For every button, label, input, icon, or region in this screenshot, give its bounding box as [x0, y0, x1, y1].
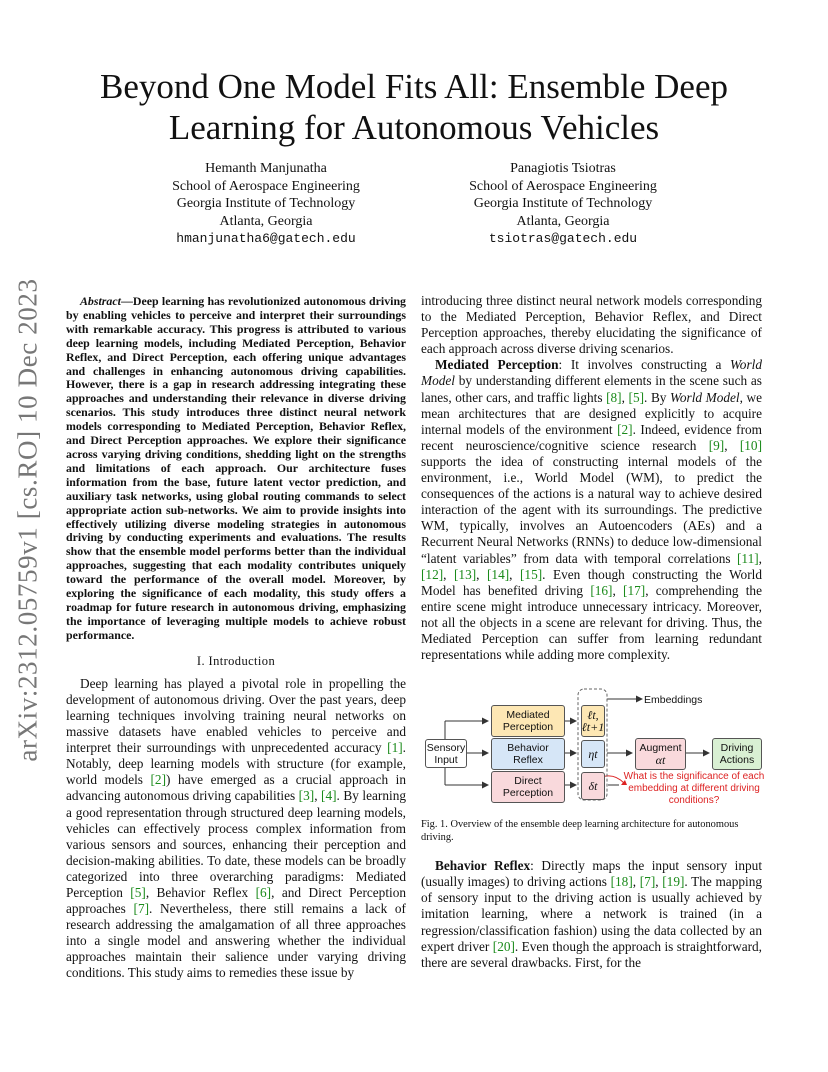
figure-caption: Fig. 1. Overview of the ensemble deep learning architecture for autonomous driving.	[421, 819, 739, 843]
title-line-2: Learning for Autonomous Vehicles	[168, 108, 660, 147]
author-inst: Georgia Institute of Technology	[473, 196, 653, 211]
author-inst: Georgia Institute of Technology	[176, 196, 356, 211]
eta-embedding-box: ηt	[581, 740, 605, 768]
citation-link[interactable]: [5]	[628, 389, 645, 405]
right-column	[421, 293, 765, 971]
continued-paragraph: introducing three distinct neural network models corresponding to the Mediated Perception, Behavior Reflex, and Direct Perception approaches, thereby elucidating the significance of each approach across diverse driving scenarios.	[421, 293, 762, 357]
abstract-text: —Deep learning has revolutionized autonomous driving by enabling vehicles to perceive and interpret their surroundings with remarkable accuracy. This progress is attributed to various deep learning models, including Mediated Perception, Behavior Reflex, and Direct Perception, each offering unique advantages and challenges in enhancing autonomous driving capabilities. However, there is a gap in research addressing integrating these approaches and understanding their relevance in diverse driving scenarios. This study introduces three distinct neural network models corresponding to Mediated Perception, Behavior Reflex, and Direct Perception approaches. We explore their significance across varying driving conditions, shedding light on the strengths and limitations of each approach. Our architecture fuses information from the base, future latent vector prediction, and auxiliary task networks, using global routing commands to select appropriate action sub-networks. We aim to provide insights into effectively utilizing diverse modeling strategies in autonomous driving by conducting experiments and evaluations. The results show that the ensemble model performs better than the individual approaches, suggesting that each modality contributes uniquely toward the performance of the overall model. Moreover, by exploring the significance of each modality, this study offers a roadmap for future research in autonomous driving, emphasizing the importance of leveraging multiple models to achieve robust performance.	[66, 294, 406, 642]
citation-link[interactable]: [3]	[298, 788, 315, 804]
title-line-1: Beyond One Model Fits All: Ensemble Deep	[100, 67, 728, 106]
author-block-2	[413, 160, 713, 248]
arxiv-id: arXiv:2312.05759v1 [cs.RO] 10 Dec 2023	[12, 278, 43, 762]
abstract	[66, 295, 406, 643]
run-in-heading: Mediated Perception	[435, 357, 559, 373]
sensory-input-box: Sensory Input	[425, 739, 467, 768]
author-block-1	[116, 160, 416, 248]
mediated-perception-box: Mediated Perception	[491, 705, 565, 737]
author-name: Hemanth Manjunatha	[205, 161, 327, 176]
latent-embedding-box: ℓt, ℓt+1	[581, 705, 605, 737]
author-email[interactable]: hmanjunatha6@gatech.edu	[176, 231, 356, 246]
significance-question: What is the significance of each embedding at different driving conditions?	[623, 771, 765, 807]
abstract-label: Abstract	[80, 294, 121, 308]
left-column	[66, 295, 406, 982]
arxiv-sidebar-stamp	[8, 280, 48, 760]
citation-link[interactable]: [2]	[150, 772, 167, 788]
author-dept: School of Aerospace Engineering	[469, 178, 657, 194]
driving-actions-box: Driving Actions	[712, 738, 762, 770]
behavior-reflex-box: Behavior Reflex	[491, 738, 565, 770]
citation-link[interactable]: [6]	[255, 884, 272, 900]
citation-link[interactable]: [16]	[590, 582, 613, 598]
mediated-perception-paragraph: Mediated Perception: It involves constructing a World Model by understanding different elements in the scene such as lanes, other cars, and traffic lights [8], [5]. By World Model, we mean architectures that are designed explicitly to acquire internal models of the environment [2]. Indeed, evidence from recent neuroscience/cognitive science research [9], [10] supports the idea of constructing internal models of the environment, i.e., World Model (WM), to predict the consequences of the actions is a natural way to achieve desired interaction of the agent with its surroundings. The predictive WM, typically, involves an Autoencoders (AEs) and a Recurrent Neural Networks (RNNs) to deduce low-dimensional “latent variables” from data with temporal correlations [11], [12], [13], [14], [15]. Even though constructing the World Model has benefited driving [16], [17], comprehending the entire scene might introduce unnecessary intricacy. Moreover, not all the objects in a scene are relevant for driving. Thus, the Mediated Perception can suffer from learning redundant representations while adding more complexity.	[421, 357, 762, 663]
citation-link[interactable]: [10]	[739, 437, 762, 453]
author-email[interactable]: tsiotras@gatech.edu	[488, 231, 638, 246]
citation-link[interactable]: [7]	[133, 901, 150, 917]
author-name: Panagiotis Tsiotras	[510, 161, 616, 176]
citation-link[interactable]: [11]	[737, 550, 759, 566]
citation-link[interactable]: [12]	[421, 566, 444, 582]
citation-link[interactable]: [4]	[321, 788, 337, 804]
behavior-reflex-paragraph: Behavior Reflex: Directly maps the input sensory input (usually images) to driving actions [18], [7], [19]. The mapping of sensory input to the driving action is usually achieved by imitation learning, where a network is trained (in a regression/classification fashion) using the data collected by an expert driver [20]. Even though the approach is straightforward, there are several drawbacks. First, for the	[421, 858, 763, 970]
citation-link[interactable]: [20]	[492, 938, 515, 954]
citation-link[interactable]: [15]	[520, 566, 543, 582]
citation-link[interactable]: [5]	[130, 884, 146, 900]
citation-link[interactable]: [2]	[617, 421, 633, 437]
author-location: Atlanta, Georgia	[219, 213, 313, 229]
citation-link[interactable]: [19]	[662, 874, 685, 890]
section-heading-introduction: I. Introduction	[196, 653, 276, 668]
augment-box: Augment αt	[635, 738, 686, 770]
figure-1-diagram	[423, 681, 769, 809]
author-dept: School of Aerospace Engineering	[172, 178, 360, 194]
run-in-heading: Behavior Reflex	[435, 858, 531, 874]
intro-paragraph: Deep learning has played a pivotal role in propelling the development of autonomous driving. Over the past years, deep learning techniques involving training neural networks on massive datasets have enabled vehicles to perceive and interpret their surroundings with unprecedented accuracy [1]. Notably, deep learning models with structure (for example, world models [2]) have emerged as a crucial approach in advancing autonomous driving capabilities [3], [4]. By learning a good representation through structured deep learning models, vehicles can effectively process complex information from various sensors and sources, enhancing their perception and decision-making abilities. To date, these models can be broadly categorized into three overarching paradigms: Mediated Perception [5], Behavior Reflex [6], and Direct Perception approaches [7]. Nevertheless, there still remains a lack of research addressing the amalgamation of all three approaches into a single model and answering whether the individual approaches maintain their salience under varying driving conditions. This study aims to remedies these issue by	[66, 675, 407, 981]
citation-link[interactable]: [18]	[610, 874, 633, 890]
citation-link[interactable]: [9]	[708, 437, 725, 453]
direct-perception-box: Direct Perception	[491, 771, 565, 803]
author-location: Atlanta, Georgia	[516, 213, 610, 229]
alpha-symbol: αt	[655, 753, 666, 768]
delta-embedding-box: δt	[581, 772, 605, 800]
citation-link[interactable]: [8]	[606, 389, 622, 405]
citation-link[interactable]: [17]	[623, 582, 646, 598]
citation-link[interactable]: [13]	[454, 566, 477, 582]
paper-title	[60, 66, 768, 148]
citation-link[interactable]: [14]	[487, 566, 510, 582]
citation-link[interactable]: [1]	[387, 740, 403, 756]
embeddings-label: Embeddings	[644, 694, 703, 707]
citation-link[interactable]: [7]	[639, 874, 656, 890]
